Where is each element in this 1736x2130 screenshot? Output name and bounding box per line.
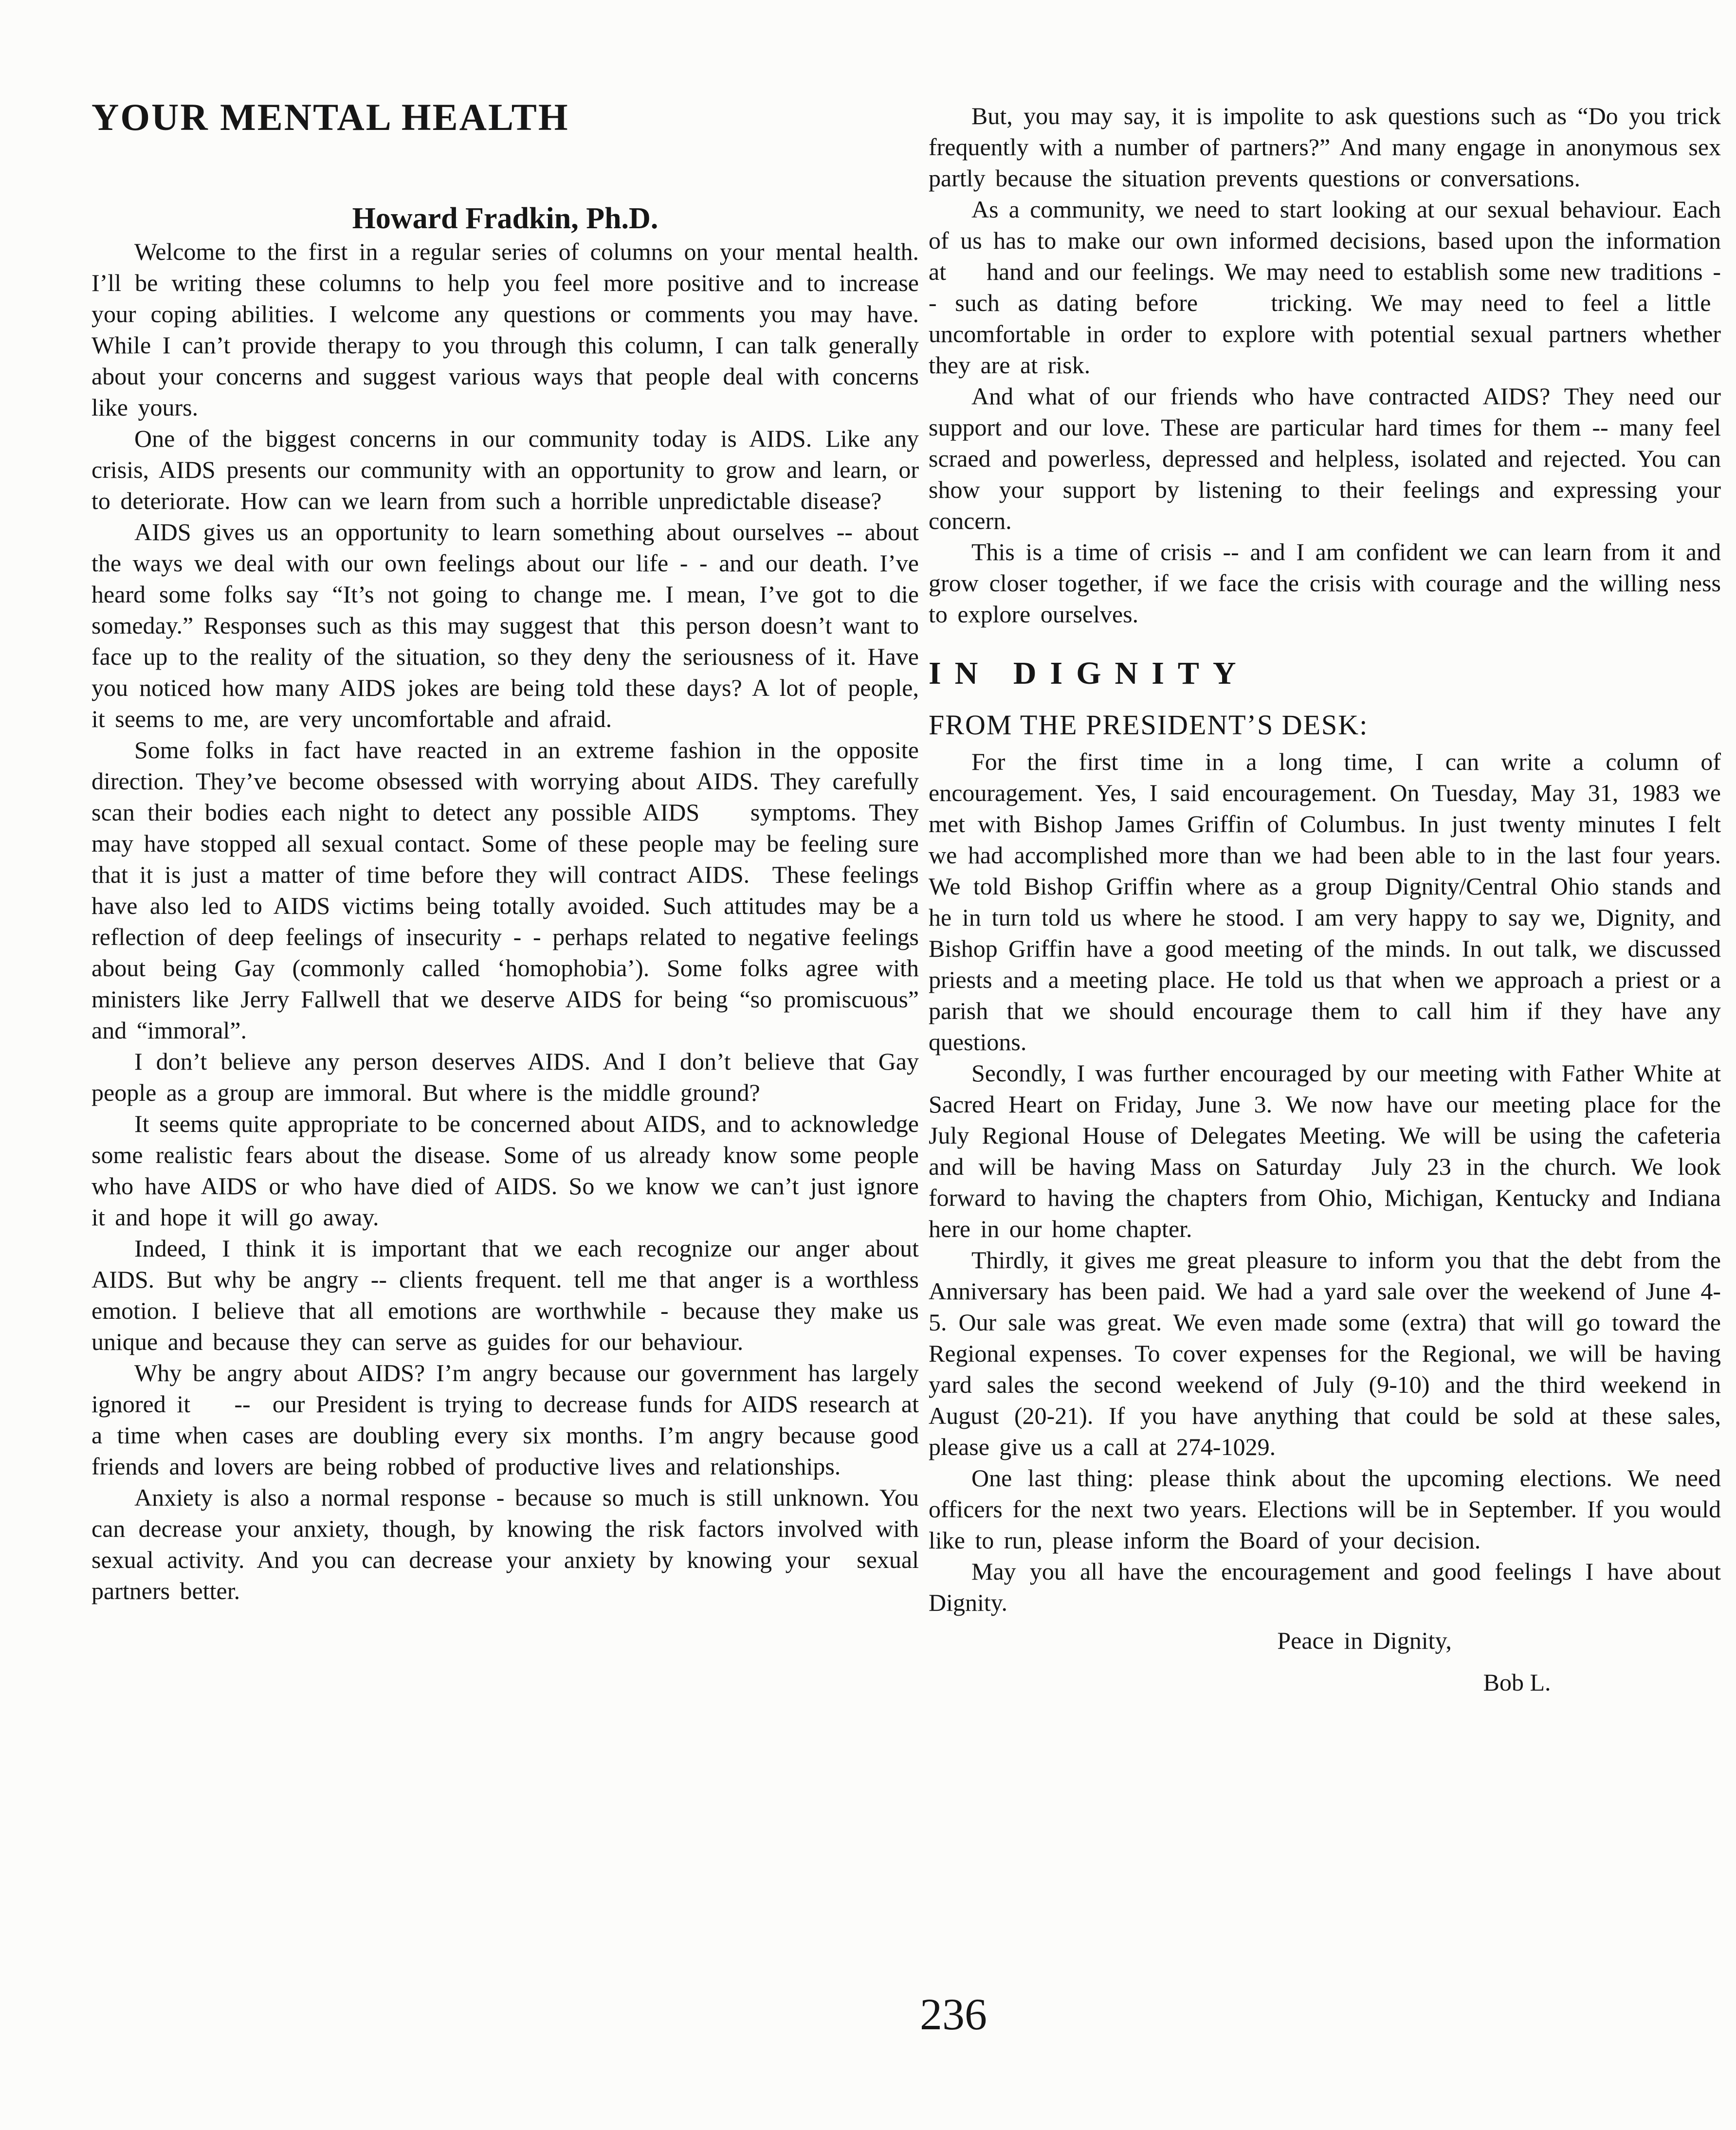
paragraph: AIDS gives us an opportunity to learn something about ourselves -- about the ways we deal with our own feelings about our life - - and our death. I’ve heard some folks say “It’s not going to change me. I mean, I’ve got to die someday.” Responses such as this may suggest that this person doesn’t want to face up to the reality of the situation, so they deny the seriousness of it. Have you noticed how many AIDS jokes are being told these days? A lot of people, it seems to me, are very uncomfortable and afraid. (91, 518, 919, 732)
signoff-line: Peace in Dignity, (1277, 1627, 1452, 1654)
page-number: 236 (920, 1989, 987, 2039)
left-column (91, 95, 919, 1606)
paragraph: Anxiety is also a normal response - because so much is still unknown. You can decrease your anxiety, though, by knowing the risk factors involved with sexual activity. And you can decrease your anxiety by knowing your sexual partners better. (91, 1484, 919, 1604)
paragraph: One of the biggest concerns in our community today is AIDS. Like any crisis, AIDS presents our community with an opportunity to grow and learn, or to deteriorate. How can we learn from such a horrible unpredictable disease? (91, 425, 919, 514)
paragraph: One last thing: please think about the upcoming elections. We need officers for the next two years. Elections will be in September. If you would like to run, please inform the Board of your decision. (929, 1464, 1721, 1554)
paragraph: As a community, we need to start looking at our sexual behaviour. Each of us has to make our own informed decisions, based upon the information at hand and our feelings. We may need to establish some new traditions -- such as dating before tricking. We may need to feel a little uncomfortable in order to explore with potential sexual partners whether they are at risk. (929, 196, 1721, 379)
paragraph: Indeed, I think it is important that we each recognize our anger about AIDS. But why be angry -- clients frequent. tell me that anger is a worthless emotion. I believe that all emotions are worthwhile - because they make us unique and because they can serve as guides for our behaviour. (91, 1235, 919, 1355)
section-subtitle: FROM THE PRESIDENT’S DESK: (929, 709, 1369, 741)
paragraph: Thirdly, it gives me great pleasure to inform you that the debt from the Anniversary has been paid. We had a yard sale over the weekend of June 4-5. Our sale was great. We even made some (extra) that will go toward the Regional expenses. To cover expenses for the Regional, we will be having yard sales the second weekend of July (9-10) and the third weekend in August (20-21). If you have anything that could be sold at these sales, please give us a call at 274-1029. (929, 1246, 1721, 1460)
paragraph: Some folks in fact have reacted in an extreme fashion in the opposite direction. They’ve become obsessed with worrying about AIDS. They carefully scan their bodies each night to detect any possible AIDS symptoms. They may have stopped all sexual contact. Some of these people may be feeling sure that it is just a matter of time before they will contract AIDS. These feelings have also led to AIDS victims being totally avoided. Such attitudes may be a reflection of deep feelings of insecurity - - perhaps related to negative feelings about being Gay (commonly called ‘homophobia’). Some folks agree with ministers like Jerry Fallwell that we deserve AIDS for being “so promiscuous” and “immoral”. (91, 736, 919, 1044)
paragraph: This is a time of crisis -- and I am confident we can learn from it and grow closer together, if we face the crisis with courage and the willing ness to explore ourselves. (929, 538, 1721, 628)
paragraph: It seems quite appropriate to be concerned about AIDS, and to acknowledge some realistic fears about the disease. Some of us already know some people who have AIDS or who have died of AIDS. So we know we can’t just ignore it and hope it will go away. (91, 1110, 919, 1231)
right-column (929, 100, 1721, 1698)
article-title: YOUR MENTAL HEALTH (91, 96, 569, 138)
paragraph: I don’t believe any person deserves AIDS. And I don’t believe that Gay people as a group are immoral. But where is the middle ground? (91, 1048, 919, 1106)
paragraph: Why be angry about AIDS? I’m angry because our government has largely ignored it -- our President is trying to decrease funds for AIDS research at a time when cases are doubling every six months. I’m angry because good friends and lovers are being robbed of productive lives and relationships. (91, 1359, 919, 1480)
paragraph: Secondly, I was further encouraged by our meeting with Father White at Sacred Heart on Friday, June 3. We now have our meeting place for the July Regional House of Delegates Meeting. We will be using the cafeteria and will be having Mass on Saturday July 23 in the church. We look forward to having the chapters from Ohio, Michigan, Kentucky and Indiana here in our home chapter. (929, 1059, 1721, 1242)
section-title: IN DIGNITY (929, 655, 1250, 691)
paragraph: And what of our friends who have contracted AIDS? They need our support and our love. These are particular hard times for them -- many feel scraed and powerless, depressed and helpless, isolated and rejected. You can show your support by listening to their feelings and expressing your concern. (929, 382, 1721, 534)
signature-line: Bob L. (1483, 1669, 1551, 1696)
article-byline: Howard Fradkin, Ph.D. (352, 202, 658, 235)
paragraph: Welcome to the first in a regular series of columns on your mental health. I’ll be writing these columns to help you feel more positive and to increase your coping abilities. I welcome any questions or comments you may have. While I can’t provide therapy to you through this column, I can talk generally about your concerns and suggest various ways that people deal with concerns like yours. (91, 238, 919, 421)
paragraph: May you all have the encouragement and good feelings I have about Dignity. (929, 1558, 1721, 1616)
paragraph: But, you may say, it is impolite to ask questions such as “Do you trick frequently with a number of partners?” And many engage in anonymous sex partly because the situation prevents questions or conversations. (929, 102, 1721, 192)
paragraph: For the first time in a long time, I can write a column of encouragement. Yes, I said encouragement. On Tuesday, May 31, 1983 we met with Bishop James Griffin of Columbus. In just twenty minutes I felt we had accomplished more than we had been able to in the last four years. We told Bishop Griffin where as a group Dignity/Central Ohio stands and he in turn told us where he stood. I am very happy to say we, Dignity, and Bishop Griffin have a good meeting of the minds. In out talk, we discussed priests and a meeting place. He told us that when we approach a priest or a parish that we should encourage them to call him if they have any questions. (929, 748, 1721, 1056)
